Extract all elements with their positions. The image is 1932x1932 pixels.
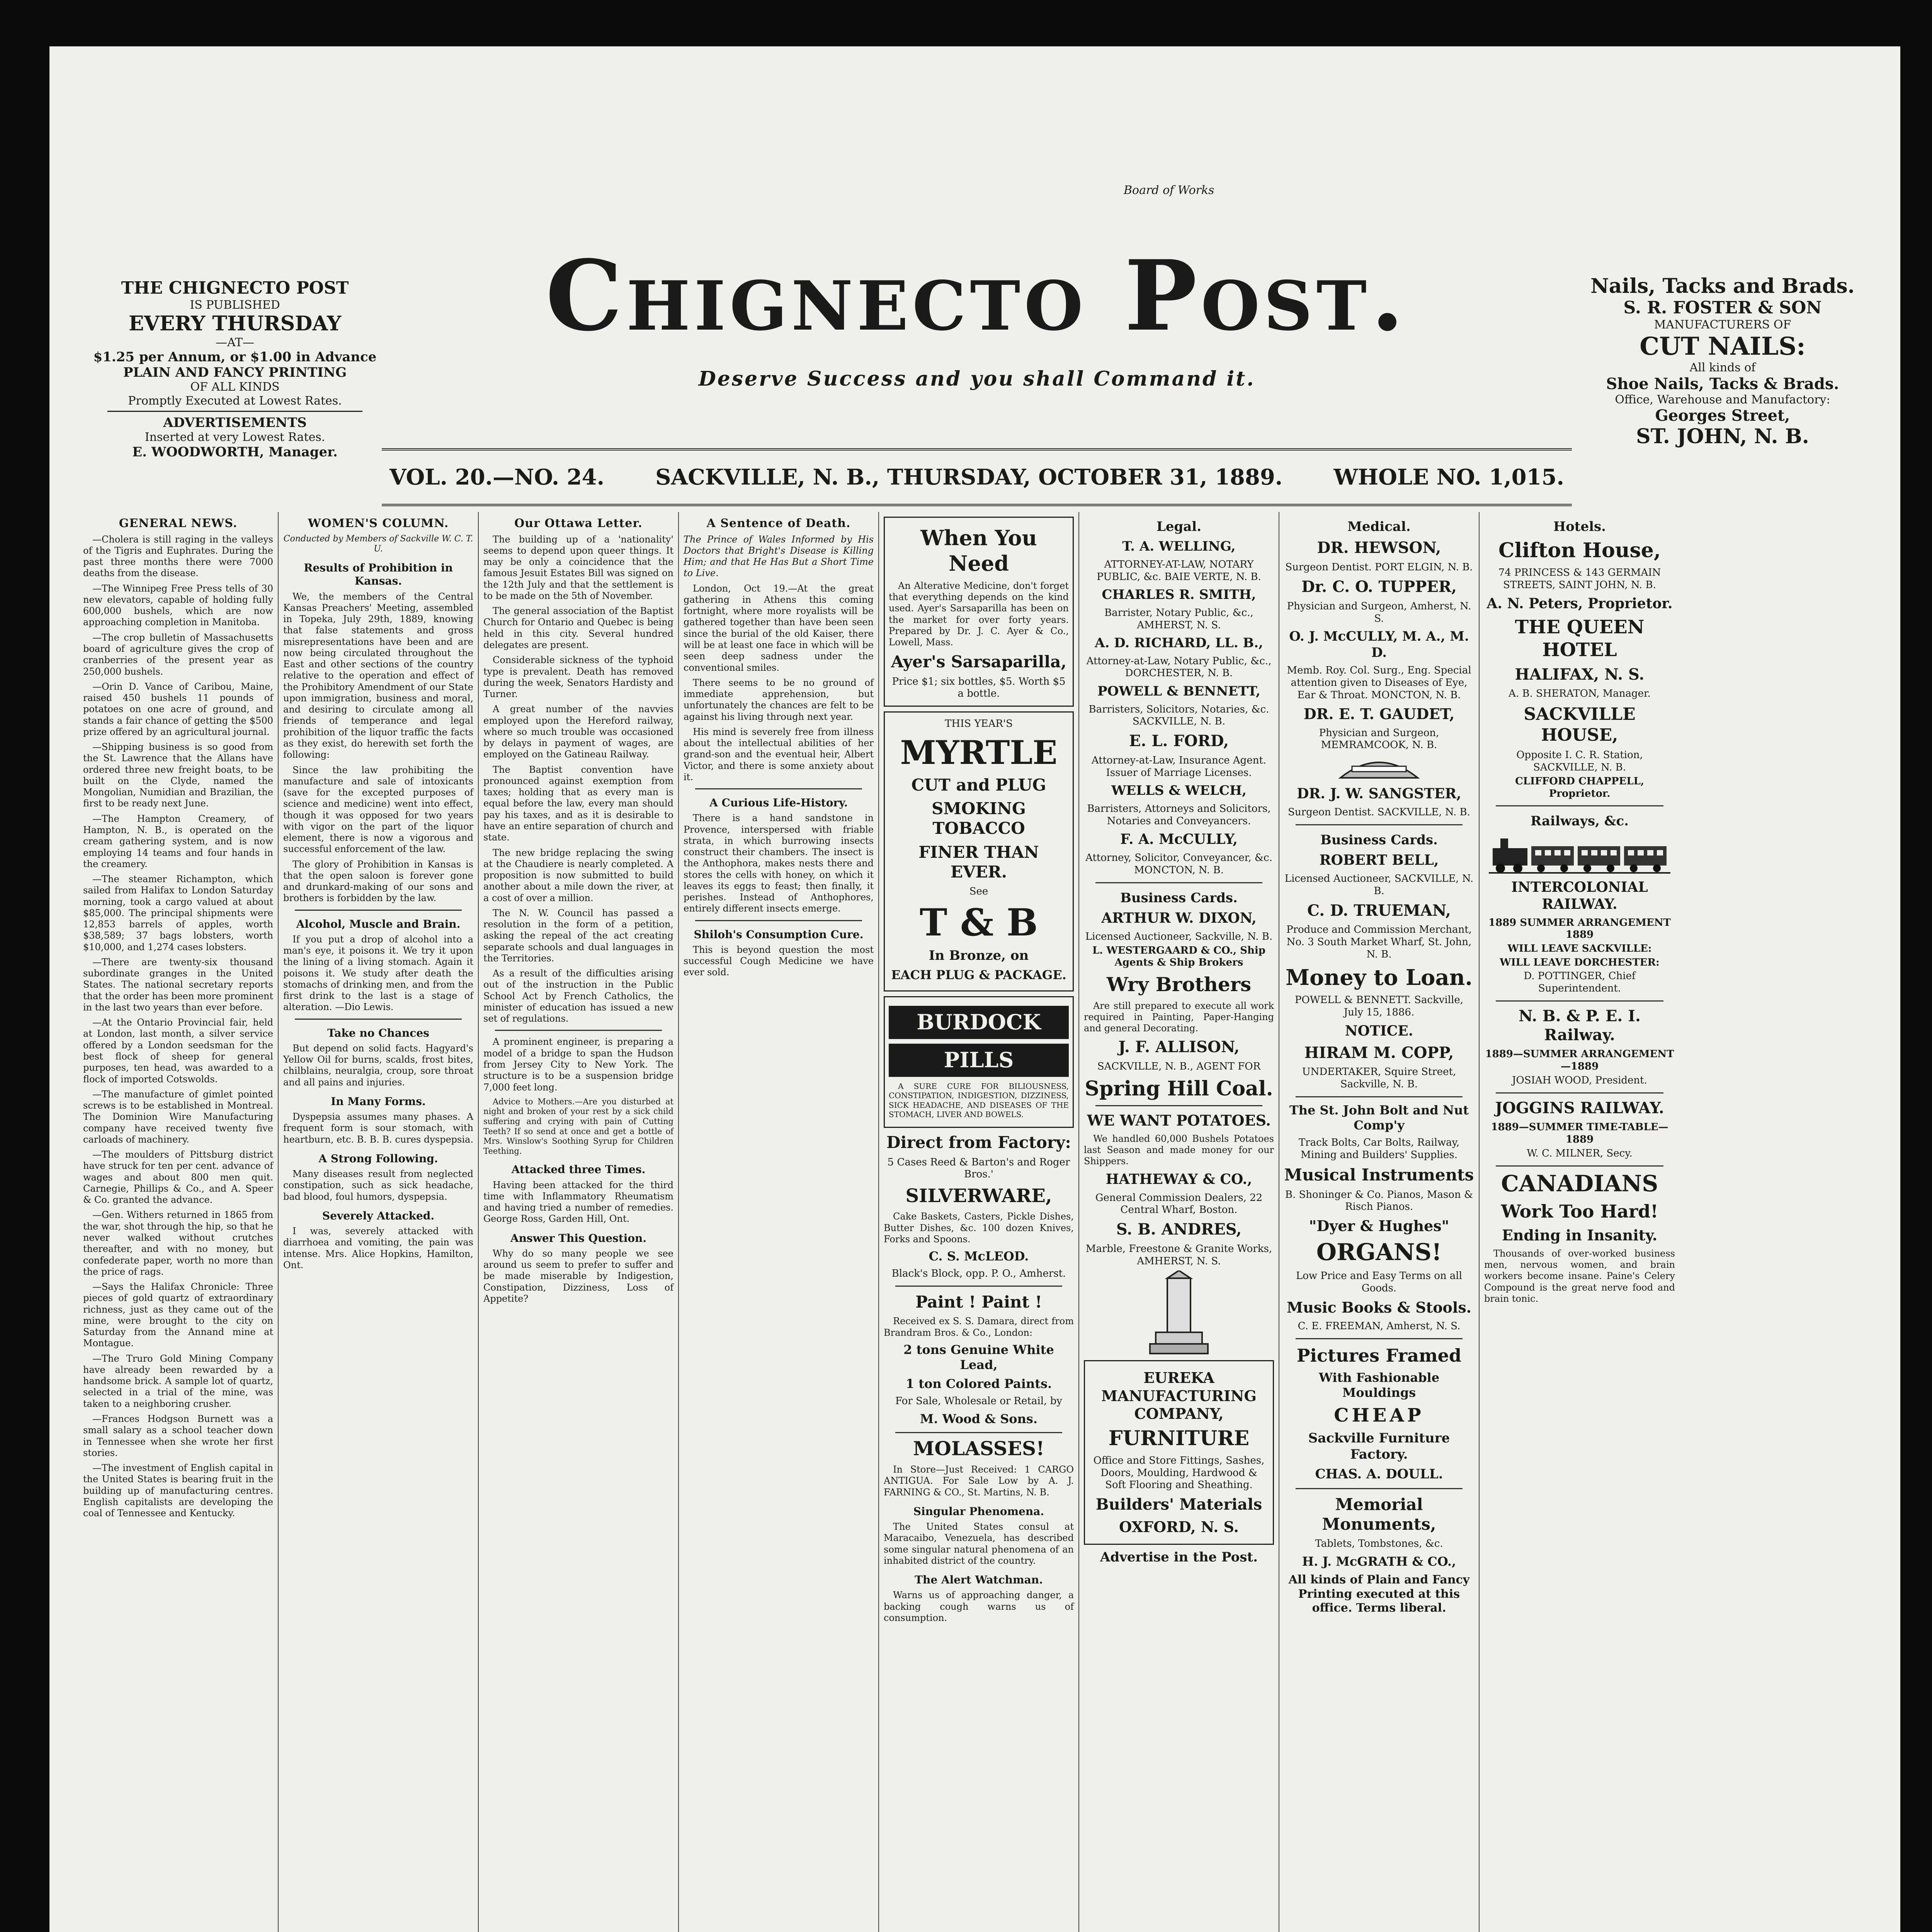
pictures-framed: Pictures Framed [1296,1345,1462,1366]
strong-text: Many diseases result from neglected constipation, such as sick headache, bad blood, foul humors, dyspepsia. [283,1168,473,1202]
mouldings-line: With Fashionable Mouldings [1318,1370,1440,1400]
ottawa-paragraph: The general association of the Baptist Church for Ontario and Quebec is being held in this city. Several hundred delegates are present. [483,605,673,650]
silverware-text: Cake Baskets, Casters, Pickle Dishes, Butter Dishes, &c. 100 dozen Knives, Forks and Spoons. [884,1211,1074,1245]
sheraton-manager: A. B. SHERATON, Manager. [1509,688,1651,700]
right-ear-street: Georges Street, [1655,406,1790,425]
milner-secy: W. C. MILNER, Secy. [1527,1147,1633,1159]
ear-heading: THE CHIGNECTO POST [121,278,349,298]
wood-sons: M. Wood & Sons. [920,1411,1038,1426]
article-title: Results of Prohibition in Kansas. [304,561,453,588]
mcleod-address: Black's Block, opp. P. O., Amherst. [891,1268,1066,1280]
allison-card: J. F. ALLISON, [1118,1038,1240,1056]
ottawa-paragraph: A great number of the navvies employed upon the Hereford railway, where so much trouble was occasioned by delays in payment of wages, are employed on the Gatineau Railway. [483,704,673,760]
ear-manager: E. WOODWORTH, Manager. [132,444,338,460]
ayer-name: Ayer's Sarsaparilla, [891,652,1067,672]
article-paragraph: The glory of Prohibition in Kansas is that the open saloon is forever gone and drunkard-making of our sons and brothers is forbidden by the law. [283,859,473,904]
music-books: Music Books & Stools. [1287,1298,1471,1316]
news-item: —Gen. Withers returned in 1865 from the war, shot through the hip, so that he never walked without crutches thereafter, and with no money, but confederate paper, worth no more than the price of rags. [83,1209,273,1277]
alcohol-title: Alcohol, Muscle and Brain. [296,917,461,930]
bell-sub: Licensed Auctioneer, SACKVILLE, N. B. [1284,873,1474,897]
news-item: —The Truro Gold Mining Company have already been rewarded by a handsome brick. A sample lot of quartz, selected in a trial of the mine, was taken to a neighboring crusher. [83,1353,273,1409]
mcgrath-card: H. J. McGRATH & CO., [1302,1554,1456,1569]
sentence-paragraph: His mind is severely free from illness about the intellectual abilities of her grand-son and the eventual heir, Albert Victor, and there is some anxiety about it. [684,726,874,782]
bolt-nut-company: The St. John Bolt and Nut Comp'y [1289,1102,1469,1133]
leave-dorchester: WILL LEAVE DORCHESTER: [1500,956,1660,968]
paint-sale: For Sale, Wholesale or Retail, by [895,1395,1062,1407]
news-item: —The crop bulletin of Massachusetts board of agriculture gives the crop of cranberries of the present year as 250,000 bushels. [83,632,273,677]
advertise-line: Advertise in the Post. [1100,1549,1258,1565]
news-item: —The Hampton Creamery, of Hampton, N. B., is operated on the cream gathering system, and is now employing 14 teams and four hands in the creamery. [83,813,273,869]
organs-heading: ORGANS! [1316,1239,1442,1266]
clifton-house: Clifton House, [1498,539,1661,563]
news-item: —Shipping business is so good from the St. Lawrence that the Allans have ordered three new freight boats, to be built on the Clyde, named the Mongolian, Numidian and Brazilian, the first to be ready next June. [83,742,273,809]
myrtle-line: In Bronze, on [929,947,1029,963]
dateline [382,448,1572,506]
burdock-text: A SURE CURE FOR BILIOUSNESS, CONSTIPATION, INDIGESTION, DIZZINESS, SICK HEADACHE, AND DISEASES OF THE STOMACH, LIVER AND BOWELS. [889,1081,1069,1119]
right-ear-cut: CUT NAILS: [1639,332,1806,361]
eureka-builders: Builders' Materials [1095,1495,1262,1514]
column-womens [279,512,479,1932]
eureka-ad [1084,1360,1274,1545]
mccully-medical-sub: Memb. Roy. Col. Surg., Eng. Special attention given to Diseases of Eye, Ear & Throat. MONCTON, N. B. [1287,665,1471,701]
ford-sub: Attorney-at-Law, Insurance Agent. Issuer of Marriage Licenses. [1091,754,1267,779]
masthead-motto: Deserve Success and you shall Command it. [698,367,1255,391]
hewson-card: DR. HEWSON, [1317,539,1441,557]
singular-title: Singular Phenomena. [913,1505,1044,1518]
powell-sub: Barristers, Solicitors, Notaries, &c. SACKVILLE, N. B. [1088,703,1269,728]
left-ear-box [92,278,378,460]
leave-sackville: WILL LEAVE SACKVILLE: [1507,942,1652,954]
hatheway-sub: General Commission Dealers, 22 Central Wharf, Boston. [1095,1192,1263,1216]
strong-title: A Strong Following. [318,1152,438,1165]
allison-sub: SACKVILLE, N. B., AGENT FOR [1097,1061,1261,1073]
attacked-title: Attacked three Times. [511,1163,646,1176]
engineer-text: A prominent engineer, is preparing a model of a bridge to span the Hudson from Jersey City to New York. The structure is to be a suspension bridge 7,000 feet long. [483,1036,673,1093]
nbpei-railway: N. B. & P. E. I. Railway. [1519,1007,1641,1044]
paint-text: Received ex S. S. Damara, direct from Brandram Bros. & Co., London: [884,1316,1074,1338]
work-too-hard: Work Too Hard! [1501,1201,1658,1222]
business-cards-heading-2: Business Cards. [1320,832,1438,848]
many-forms-text: Dyspepsia assumes many phases. A frequent form is sour stomach, with heartburn, etc. B. B. B. cures dyspepsia. [283,1111,473,1145]
richard-sub: Attorney-at-Law, Notary Public, &c., DORCHESTER, N. B. [1086,655,1272,679]
singular-text: The United States consul at Maracaibo, Venezuela, has described some singular natural phenomena of an inhabited district of the country. [884,1521,1074,1566]
musical-instruments: Musical Instruments [1284,1165,1474,1185]
alcohol-text: If you put a drop of alcohol into a man's eye, it poisons it. We try it upon the lining of a living stomach. Again it poisons it. We study after death the stomachs of drinking men, and from the first drink to the last is a stage of alteration. —Dio Lewis. [283,934,473,1013]
notice-text: But depend on solid facts. Hagyard's Yellow Oil for burns, scalds, frost bites, chilblains, neuralgia, croup, sore throat and all pains and injuries. [283,1043,473,1088]
cheap-line: CHEAP [1334,1405,1424,1427]
attacked-text: Having been attacked for the third time with Inflammatory Rheumatism and having tried a number of remedies. George Ross, Garden Hill, Ont. [483,1179,673,1225]
freeman-card: C. E. FREEMAN, Amherst, N. S. [1298,1320,1461,1332]
memorial-monuments: Memorial Monuments, [1322,1495,1436,1534]
right-ear-all-kinds: All kinds of [1689,361,1756,375]
right-ear-city: ST. JOHN, N. B. [1636,425,1809,449]
ayer-heading: When You Need [920,526,1037,576]
myrtle-line: See [969,886,988,898]
severe-title: Severely Attacked. [322,1209,435,1222]
trueman-sub: Produce and Commission Merchant, No. 3 South Market Wharf, St. John, N. B. [1286,924,1472,960]
medical-heading: Medical. [1347,519,1411,534]
column-general-news [78,512,279,1932]
ottawa-paragraph: As a result of the difficulties arising out of the instruction in the Public School Act by French Catholics, the minister of education has issued a new set of regulations. [483,968,673,1024]
printing-notice: All kinds of Plain and Fancy Printing executed at this office. Terms liberal. [1288,1573,1470,1615]
smith-sub: Barrister, Notary Public, &c., AMHERST, N. S. [1104,607,1253,631]
gaudet-sub: Physician and Surgeon, MEMRAMCOOK, N. B. [1319,727,1439,751]
burdock-pills: PILLS [889,1044,1069,1077]
ear-ads-line: Inserted at very Lowest Rates. [145,430,325,444]
mccully-legal-sub: Attorney, Solicitor, Conveyancer, &c. MONCTON, N. B. [1085,852,1272,876]
potatoes-heading: WE WANT POTATOES. [1087,1111,1271,1129]
news-item: —The Winnipeg Free Press tells of 30 new elevators, capable of holding fully 600,000 bushels, which are now approaching completion in Manitoba. [83,583,273,628]
news-item: —Cholera is still raging in the valleys of the Tigris and Euphrates. During the past three months there were 7000 deaths from the disease. [83,534,273,579]
money-to-loan: Money to Loan. [1286,964,1473,990]
myrtle-ad [884,711,1074,992]
wells-sub: Barristers, Attorneys and Solicitors, Notaries and Conveyancers. [1087,803,1271,827]
icr-arrangement: 1889 SUMMER ARRANGEMENT 1889 [1488,917,1671,941]
masthead-title: Chignecto Post. [545,239,1408,352]
joggins-timetable: 1889—SUMMER TIME-TABLE—1889 [1491,1121,1668,1146]
burdock-ad [884,996,1074,1128]
andres-sub: Marble, Freestone & Granite Works, AMHERST, N. S. [1085,1243,1272,1267]
silverware-heading: SILVERWARE, [905,1185,1052,1207]
place-date: SACKVILLE, N. B., THURSDAY, OCTOBER 31, 1889. [655,464,1283,490]
myrtle-line: EACH PLUG & PACKAGE. [891,968,1066,983]
insanity-text: Thousands of over-worked business men, nervous women, and brain workers become insane. Paine's Celery Compound is the great nerve food and brain tonic. [1484,1248,1675,1304]
ottawa-paragraph: The Baptist convention have pronounced against exemption from taxes; holding that as every man is equal before the law, every man should pay his taxes, and as it is desirable to have an entire separation of church and state. [483,764,673,843]
paint-heading: Paint ! Paint ! [915,1293,1042,1312]
sentence-paragraph: There seems to be no ground of immediate apprehension, but unfortunately the chances are felt to be against his living through next year. [684,677,874,722]
right-ear-mfg: MANUFACTURERS OF [1654,318,1791,332]
intercolonial-railway: INTERCOLONIAL RAILWAY. [1511,879,1648,912]
loan-sub: POWELL & BENNETT. Sackville, July 15, 1886. [1294,994,1464,1019]
answer-title: Answer This Question. [510,1231,647,1245]
right-ear-heading: Nails, Tacks and Brads. [1590,274,1855,298]
news-item: —The investment of English capital in the United States is bearing fruit in the building up of manufacturing centres. English capitalists are developing the coal of Tennessee and Kentucky. [83,1463,273,1519]
doull-card: CHAS. A. DOULL. [1315,1466,1443,1482]
copp-card: HIRAM M. COPP, [1304,1043,1454,1062]
mccully-medical-card: O. J. McCULLY, M. A., M. D. [1289,629,1469,660]
colored-paints: 1 ton Colored Paints. [905,1376,1052,1391]
many-forms-title: In Many Forms. [331,1095,426,1108]
news-item: —The manufacture of gimlet pointed screws is to be established in Montreal. The Dominion Wire Manufacturing company have received twenty five carloads of machinery. [83,1088,273,1145]
dixon-card: ARTHUR W. DIXON, [1101,910,1257,927]
dyer-hughes: "Dyer & Hughes" [1309,1217,1449,1235]
nbpei-arrangement: 1889—SUMMER ARRANGEMENT—1889 [1485,1048,1674,1073]
joggins-railway: JOGGINS RAILWAY. [1495,1099,1664,1117]
newspaper-page [49,46,1900,1932]
molasses-heading: MOLASSES! [913,1437,1045,1460]
pottinger-super: D. POTTINGER, Chief Superintendent. [1524,970,1636,995]
ear-every: EVERY THURSDAY [128,312,342,336]
ear-ads-heading: ADVERTISEMENTS [163,415,307,431]
legal-heading: Legal. [1156,519,1202,534]
notice-heading: NOTICE. [1345,1022,1413,1039]
answer-text: Why do so many people we see around us seem to prefer to suffer and be made miserable by Indigestion, Constipation, Dizziness, Loss of Appetite? [483,1248,673,1304]
dental-icon [1337,755,1422,782]
sentence-heading: A Sentence of Death. [706,517,851,530]
ear-published: IS PUBLISHED [190,298,280,312]
ear-at: —AT— [215,335,255,349]
news-item: —The steamer Richampton, which sailed from Halifax to London Saturday morning, took a cargo valued at about $85,000. The principal shipments were 12,853 barrels of apples, worth $38,589; 37 bags lobsters, worth $10,000, and 1,274 cases lobsters. [83,874,273,952]
ottawa-heading: Our Ottawa Letter. [514,517,643,530]
board-of-works-label: Board of Works [1124,184,1214,197]
right-ear-shoe: Shoe Nails, Tacks & Brads. [1606,374,1839,393]
hewson-sub: Surgeon Dentist. PORT ELGIN, N. B. [1285,561,1473,573]
shiloh-text: This is beyond question the most successful Cough Medicine we have ever sold. [684,944,874,978]
musical-sub: B. Shoninger & Co. Pianos, Mason & Risch Pianos. [1285,1189,1473,1213]
dixon-sub: Licensed Auctioneer, Sackville, N. B. [1085,930,1273,942]
right-ear-office: Office, Warehouse and Manufactory: [1615,393,1830,406]
general-news-heading: GENERAL NEWS. [119,517,238,530]
ear-executed: Promptly Executed at Lowest Rates. [128,394,342,408]
train-icon [1489,833,1670,875]
womens-column-heading: WOMEN'S COLUMN. [308,517,449,530]
news-item: —There are twenty-six thousand subordinate granges in the United States. The national secretary reports that the order has been more prominent in the last two years than ever before. [83,956,273,1013]
right-ear-firm: S. R. FOSTER & SON [1623,298,1822,318]
gaudet-card: DR. E. T. GAUDET, [1303,705,1455,723]
tupper-sub: Physician and Surgeon, Amherst, N. S. [1287,600,1471,624]
ottawa-paragraph: Considerable sickness of the typhoid type is prevalent. Death has removed during the week, Senators Hardisty and Turner. [483,655,673,700]
news-item: —Frances Hodgson Burnett was a small salary as a school teacher down in Tennessee when she wrote her first stories. [83,1413,273,1458]
mcleod-name: C. S. McLEOD. [929,1249,1029,1264]
peters-proprietor: A. N. Peters, Proprietor. [1486,595,1673,612]
trueman-card: C. D. TRUEMAN, [1307,901,1451,920]
westergaard-card: L. WESTERGAARD & CO., Ship Agents & Ship Brokers [1092,944,1265,969]
memorial-sub: Tablets, Tombstones, &c. [1315,1538,1443,1550]
factory-sub: 5 Cases Reed & Barton's and Roger Bros.' [887,1156,1070,1180]
advice-text: Advice to Mothers.—Are you disturbed at night and broken of your rest by a sick child suffering and crying with pain of Cutting Teeth? If so send at once and get a bottle of Mrs. Winslow's Soothing Syrup for Children Teething. [483,1097,673,1156]
whole-number: WHOLE NO. 1,015. [1333,464,1564,490]
railways-heading: Railways, &c. [1530,813,1629,829]
sackville-house-sub: Opposite I. C. R. Station, SACKVILLE, N. B. [1516,749,1643,774]
bolt-nut-sub: Track Bolts, Car Bolts, Railway, Mining and Builders' Supplies. [1298,1136,1460,1161]
spring-hill-coal: Spring Hill Coal. [1085,1077,1273,1100]
curious-title: A Curious Life-History. [709,796,848,810]
womens-column-sub: Conducted by Members of Sackville W. C. T. U. [283,534,473,554]
column-medical [1279,512,1480,1932]
ending-insanity: Ending in Insanity. [1502,1226,1658,1244]
severe-text: I was, severely attacked with diarrhoea and vomiting, the pain was intense. Mrs. Alice Hopkins, Hamilton, Ont. [283,1226,473,1270]
ottawa-paragraph: The N. W. Council has passed a resolution in the form of a petition, asking the repeal of the act creating separate schools and dual languages in the Territories. [483,907,673,964]
sackville-house: SACKVILLE HOUSE, [1524,704,1636,745]
queen-hotel: THE QUEEN HOTEL [1515,616,1645,661]
notice-title: Take no Chances [327,1026,429,1039]
column-hotels-railways [1480,512,1680,1932]
welling-sub: ATTORNEY-AT-LAW, NOTARY PUBLIC, &c. BAIE VERTE, N. B. [1097,558,1261,583]
mccully-legal-card: F. A. McCULLY, [1120,831,1238,848]
eureka-oxford: OXFORD, N. S. [1119,1518,1239,1536]
eureka-sub: Office and Store Fittings, Sashes, Doors, Moulding, Hardwood & Soft Flooring and Sheathing. [1093,1454,1265,1491]
news-item: —The moulders of Pittsburg district have struck for ten per cent. advance of wages and about 800 men quit. Carnegie, Phillips & Co., and A. Speer & Co. granted the advance. [83,1149,273,1206]
column-legal [1079,512,1279,1932]
smith-card: CHARLES R. SMITH, [1102,587,1256,603]
furniture-factory: Sackville Furniture Factory. [1308,1430,1450,1462]
eureka-heading: EUREKA MANUFACTURING COMPANY, [1101,1369,1257,1422]
queen-sub: HALIFAX, N. S. [1515,665,1645,684]
josiah-wood: JOSIAH WOOD, President. [1512,1074,1647,1086]
welling-card: T. A. WELLING, [1122,539,1236,554]
business-cards-heading: Business Cards. [1120,890,1238,906]
ayer-price: Price $1; six bottles, $5. Worth $5 a bottle. [892,675,1066,700]
wry-sub: Are still prepared to execute all work required in Painting, Paper-Hanging and general Decorating. [1084,1000,1274,1034]
hotels-heading: Hotels. [1553,519,1606,534]
richard-card: A. D. RICHARD, LL. B., [1095,635,1263,651]
shiloh-title: Shiloh's Consumption Cure. [694,928,864,941]
eureka-furniture: FURNITURE [1108,1427,1250,1451]
news-item: —Says the Halifax Chronicle: Three pieces of gold quartz of extraordinary richness, just as they came out of the mine, were brought to the city on Saturday from the Annand mine at Montague. [83,1281,273,1349]
sangster-card: DR. J. W. SANGSTER, [1297,786,1461,802]
news-item: —At the Ontario Provincial fair, held at London, last month, a silver service offered by a London seedsman for the best flock of sheep for general purposes, ten head, was awarded to a flock of imported Cotswolds. [83,1017,273,1085]
wry-brothers: Wry Brothers [1106,973,1252,996]
monument-icon [1144,1270,1214,1355]
clifton-sub: 74 PRINCESS & 143 GERMAIN STREETS, SAINT JOHN, N. B. [1498,567,1661,591]
ottawa-paragraph: The building up of a 'nationality' seems to depend upon queer things. It may be only a coincidence that the famous Jesuit Estates Bill was signed on the 12th July and that the settlement is to be made on the 5th of November. [483,534,673,601]
molasses-text: In Store—Just Received: 1 CARGO ANTIGUA. For Sale Low by A. J. FARNING & CO., St. Martins, N. B. [884,1464,1074,1498]
ayer-ad [884,517,1074,707]
alert-text: Warns us of approaching danger, a backing cough warns us of consumption. [884,1590,1074,1623]
white-lead: 2 tons Genuine White Lead, [903,1342,1054,1372]
ottawa-paragraph: The new bridge replacing the swing at the Chaudiere is nearly completed. A proposition is now submitted to build another about a mile down the river, at a cost of over a million. [483,847,673,903]
ford-card: E. L. FORD, [1129,732,1229,750]
article-paragraph: Since the law prohibiting the manufacture and sale of intoxicants (save for the excepted purposes of science and medicine) went into effect, though it was opposed for two years with vigor on the part of the liquor element, there is now a vigorous and successful enforcement of the law. [283,764,473,855]
myrtle-line: CUT and PLUG [911,775,1046,794]
ear-printing: PLAIN AND FANCY PRINTING [123,365,347,381]
organs-sub: Low Price and Easy Terms on all Goods. [1296,1270,1462,1294]
burdock-name: BURDOCK [889,1006,1069,1039]
volume-number: VOL. 20.—NO. 24. [389,464,605,490]
wells-card: WELLS & WELCH, [1111,783,1247,799]
curious-text: There is a hand sandstone in Provence, interspersed with friable strata, in which burrowing insects construct their chambers. The insect is the Anthophora, makes nests there and stores the cells with honey, on which it leaves its eggs to feast; then finally, it perishes. Instead of Anthophores, entirely different insects emerge. [684,813,874,914]
chappell-proprietor: CLIFFORD CHAPPELL, Proprietor. [1515,775,1644,799]
sentence-intro: The Prince of Wales Informed by His Doctors that Bright's Disease is Killing Him; and that He Has But a Short Time to Live. [684,534,874,579]
myrtle-line: THIS YEAR'S [945,718,1013,730]
right-ear-box [1580,274,1866,449]
tupper-card: Dr. C. O. TUPPER, [1301,577,1457,596]
myrtle-brand: MYRTLE [900,733,1058,772]
myrtle-tb-logo: T & B [919,900,1038,944]
alert-title: The Alert Watchman. [915,1573,1043,1587]
column-sentence [679,512,879,1932]
hatheway-card: HATHEWAY & CO., [1105,1171,1252,1187]
ear-kinds: OF ALL KINDS [190,380,280,394]
factory-heading: Direct from Factory: [886,1133,1071,1152]
column-ottawa [479,512,679,1932]
myrtle-line: SMOKING TOBACCO [932,799,1026,838]
article-paragraph: We, the members of the Central Kansas Preachers' Meeting, assembled in Topeka, July 29th, 1889, knowing that false statements and gross misrepresentations have been and are now being circulated throughout the East and other sections of the country relative to the operation and effect of the Prohibitory Amendment of our State upon immigration, business and moral, and desiring to circulate among all friends of temperance and legal prohibition of the liquor traffic the facts as they exist, do herewith set forth the following: [283,591,473,760]
andres-card: S. B. ANDRES, [1116,1220,1242,1239]
columns [78,512,1879,1932]
myrtle-line: FINER THAN EVER. [918,842,1039,881]
ayer-text: An Alterative Medicine, don't forget that everything depends on the kind used. Ayer's Sarsaparilla has been on the market for over forty years. Prepared by Dr. J. C. Ayer & Co., Lowell, Mass. [889,580,1069,648]
ear-price: $1.25 per Annum, or $1.00 in Advance [93,349,377,365]
column-ads-center [879,512,1079,1932]
copp-sub: UNDERTAKER, Squire Street, Sackville, N. B. [1302,1066,1456,1090]
powell-card: POWELL & BENNETT, [1097,684,1260,699]
sentence-paragraph: London, Oct 19.—At the great gathering in Athens this coming fortnight, where more royalists will be gathered together than have been seen since the burial of the old Kaiser, there will be at least one face in which will be seen deep sadness under the conventional smiles. [684,583,874,673]
potatoes-text: We handled 60,000 Bushels Potatoes last Season and made money for our Shippers. [1084,1133,1274,1167]
bell-card: ROBERT BELL, [1319,852,1439,869]
canadians-heading: CANADIANS [1501,1170,1658,1197]
news-item: —Orin D. Vance of Caribou, Maine, raised 450 bushels 11 pounds of potatoes on one acre of ground, and stands a fair chance of getting the $500 prize offered by an agricultural journal. [83,681,273,737]
sangster-sub: Surgeon Dentist. SACKVILLE, N. B. [1288,806,1470,818]
